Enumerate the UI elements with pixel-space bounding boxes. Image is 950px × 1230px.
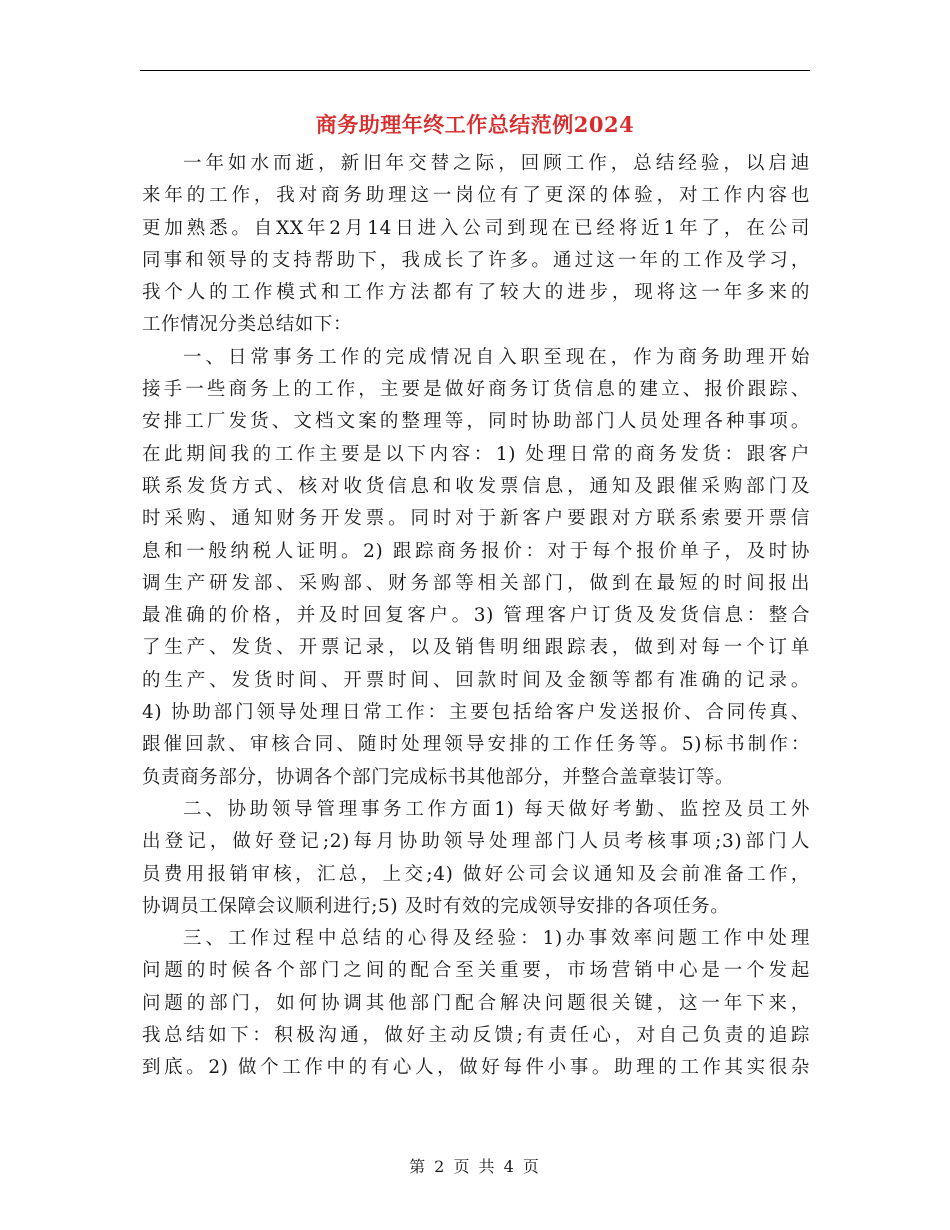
text-line: 4) 协助部门领导处理日常工作：主要包括给客户发送报价、合同传真、 [142, 702, 810, 724]
page-footer: 第 2 页 共 4 页 [409, 1157, 541, 1176]
text-line: 最准确的价格，并及时回复客户。3) 管理客户订货及发货信息：整合 [142, 605, 810, 627]
text-line: 时采购、通知财务开发票。同时对于新客户要跟对方联系索要开票信 [142, 508, 810, 530]
text-line: 更加熟悉。自XX年2月14日进入公司到现在已经将近1年了，在公司 [142, 217, 810, 239]
text-line: 我总结如下：积极沟通，做好主动反馈;有责任心，对自己负责的追踪 [142, 1025, 810, 1047]
text-line: 一、日常事务工作的完成情况自入职至现在，作为商务助理开始 [183, 346, 810, 368]
text-line: 员费用报销审核，汇总，上交;4) 做好公司会议通知及会前准备工作， [142, 863, 810, 885]
text-line: 调生产研发部、采购部、财务部等相关部门，做到在最短的时间报出 [142, 572, 810, 594]
document-body [142, 148, 810, 1085]
text-line: 二、协助领导管理事务工作方面1) 每天做好考勤、监控及员工外 [183, 798, 810, 820]
text-line: 安排工厂发货、文档文案的整理等，同时协助部门人员处理各种事项。 [142, 411, 810, 433]
text-line: 我个人的工作模式和工作方法都有了较大的进步，现将这一年多来的 [142, 282, 810, 304]
document-title: 商务助理年终工作总结范例2024 [315, 112, 635, 137]
text-line: 接手一些商务上的工作，主要是做好商务订货信息的建立、报价跟踪、 [142, 379, 810, 401]
text-line: 三、工作过程中总结的心得及经验：1)办事效率问题工作中处理 [183, 928, 810, 950]
text-line: 负责商务部分，协调各个部门完成标书其他部分，并整合盖章装订等。 [142, 766, 735, 788]
text-line: 工作情况分类总结如下： [142, 314, 353, 336]
text-line: 在此期间我的工作主要是以下内容：1) 处理日常的商务发货：跟客户 [142, 443, 810, 465]
text-line: 到底。2) 做个工作中的有心人，做好每件小事。助理的工作其实很杂 [142, 1057, 810, 1079]
text-line: 一年如水而逝，新旧年交替之际，回顾工作，总结经验，以启迪 [183, 153, 810, 174]
text-line: 跟催回款、审核合同、随时处理领导安排的工作任务等。5)标书制作： [142, 734, 810, 756]
text-line: 息和一般纳税人证明。2) 跟踪商务报价：对于每个报价单子，及时协 [142, 540, 810, 562]
text-line: 联系发货方式、核对收货信息和收发票信息，通知及跟催采购部门及 [142, 475, 810, 497]
text-line: 协调员工保障会议顺利进行;5) 及时有效的完成领导安排的各项任务。 [142, 895, 730, 917]
text-line: 出登记，做好登记;2)每月协助领导处理部门人员考核事项;3)部门人 [142, 831, 810, 853]
text-line: 的生产、发货时间、开票时间、回款时间及金额等都有准确的记录。 [142, 669, 810, 691]
text-line: 了生产、发货、开票记录，以及销售明细跟踪表，做到对每一个订单 [142, 637, 810, 659]
header-rule [140, 70, 810, 71]
text-line: 同事和领导的支持帮助下，我成长了许多。通过这一年的工作及学习， [142, 249, 810, 271]
text-line: 问题的部门，如何协调其他部门配合解决问题很关键，这一年下来， [142, 992, 810, 1014]
text-line: 来年的工作，我对商务助理这一岗位有了更深的体验，对工作内容也 [142, 185, 810, 207]
text-line: 问题的时候各个部门之间的配合至关重要，市场营销中心是一个发起 [142, 960, 810, 982]
